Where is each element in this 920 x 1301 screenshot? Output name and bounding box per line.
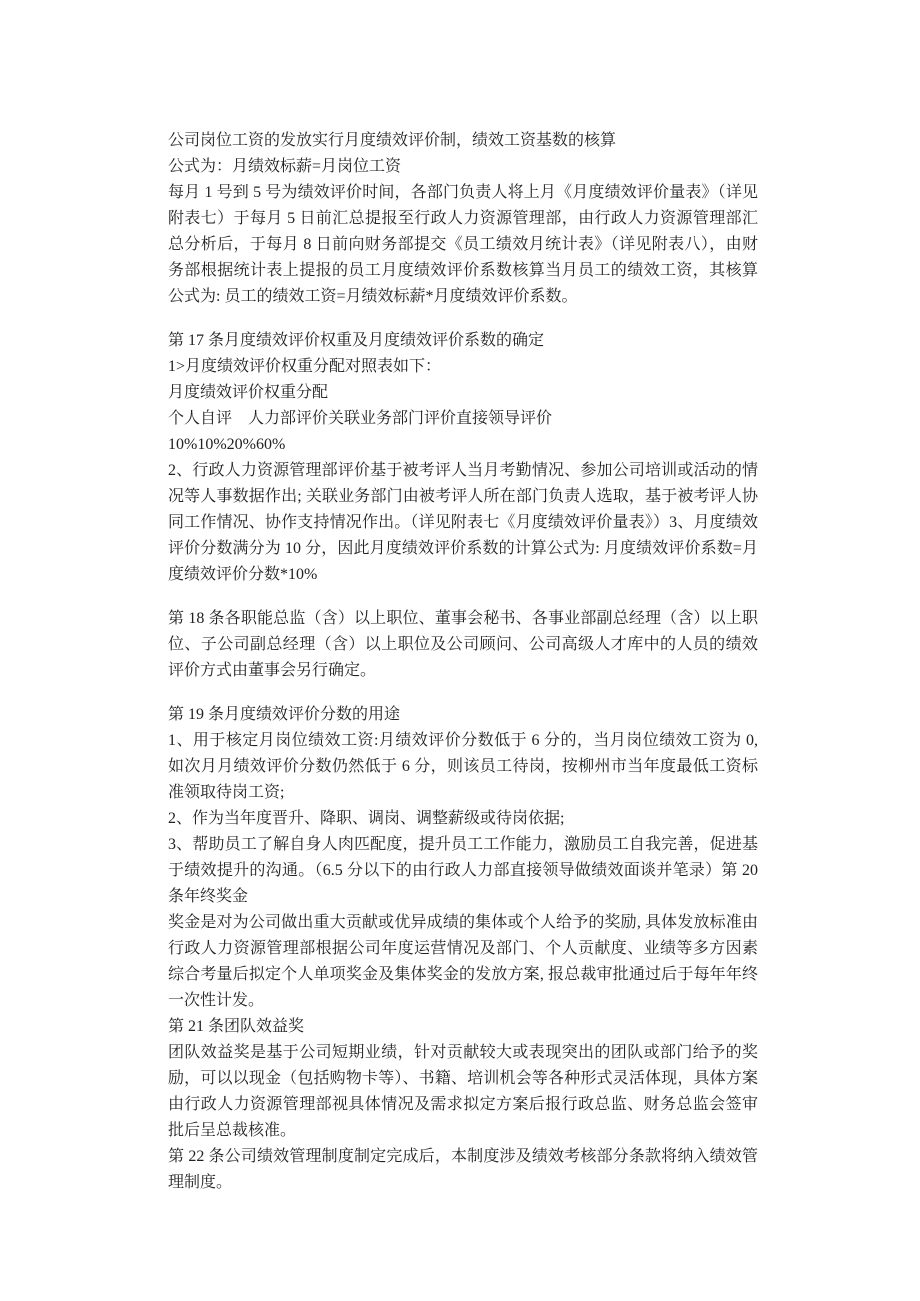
document-text-block (168, 128, 758, 1196)
para-score-use-item-3-article-20: 3、帮助员工了解自身人肉匹配度，提升员工工作能力，激励员工自我完善，促进基于绩效提升的沟通。（6.5 分以下的由行政人力部直接领导做绩效面谈并笔录）第 20 条年终奖金 (168, 836, 758, 905)
para-score-use-item-1: 1、用于核定月岗位绩效工资:月绩效评价分数低于 6 分的，当月岗位绩效工资为 0, 如次月月绩效评价分数仍然低于 6 分，则该员工待岗，按柳州市当年度最低工资标准领取待岗工资; (168, 732, 758, 801)
line-weight-table-lead-in: 1>月度绩效评价权重分配对照表如下： (168, 358, 442, 375)
para-annual-bonus: 奖金是对为公司做出重大贡献或优异成绩的集体或个人给予的奖励, 具体发放标准由行政人力资源管理部根据公司年度运营情况及部门、个人贡献度、业绩等多方因素综合考量后拟定个人单项奖金及集体奖金的发放方案, 报总裁审批通过后于每年年终一次性计发。 (168, 914, 758, 1009)
line-weight-table-values: 10%10%20%60% (168, 436, 286, 453)
line-weight-table-headers: 个人自评 人力部评价关联业务部门评价直接领导评价 (168, 410, 553, 427)
para-article-18-executives: 第 18 条各职能总监（含）以上职位、董事会秘书、各事业部副总经理（含）以上职位、子公司副总经理（含）以上职位及公司顾问、公司高级人才库中的人员的绩效评价方式由董事会另行确定。 (168, 610, 758, 679)
para-team-benefit-award: 团队效益奖是基于公司短期业绩，针对贡献较大或表现突出的团队或部门给予的奖励，可以以现金（包括购物卡等）、书籍、培训机会等各种形式灵活体现，具体方案由行政人力资源管理部视具体情况及需求拟定方案后报行政总监、财务总监会签审批后呈总裁核准。 (168, 1044, 758, 1139)
para-article-22-integration: 第 22 条公司绩效管理制度制定完成后，本制度涉及绩效考核部分条款将纳入绩效管理制度。 (168, 1148, 758, 1191)
para-monthly-evaluation-process: 每月 1 号到 5 号为绩效评价时间，各部门负责人将上月《月度绩效评价量表》（详见附表七）于每月 5 日前汇总提报至行政人力资源管理部，由行政人力资源管理部汇总分析后，于每月 8 日前向财务部提交《员工绩效月统计表》（详见附表八），由财务部根据统计表上提报的员工月度绩效评价系数核算当月员工的绩效工资，其核算公式为: 员工的绩效工资=月绩效标薪*月度绩效评价系数。 (168, 184, 758, 305)
para-score-use-item-2: 2、作为当年度晋升、降职、调岗、调整薪级或待岗依据; (168, 810, 565, 827)
para-evaluation-basis-coefficient: 2、行政人力资源管理部评价基于被考评人当月考勤情况、参加公司培训或活动的情况等人事数据作出; 关联业务部门由被考评人所在部门负责人选取，基于被考评人协同工作情况、协作支持情况作出。（详见附表七《月度绩效评价量表》）3、月度绩效评价分数满分为 10 分，因此月度绩效评价系数的计算公式为: 月度绩效评价系数=月度绩效评价分数*10% (168, 462, 758, 583)
line-formula-standard-salary: 公式为：月绩效标薪=月岗位工资 (168, 158, 402, 175)
heading-article-21: 第 21 条团队效益奖 (168, 1018, 305, 1035)
line-wage-policy-intro: 公司岗位工资的发放实行月度绩效评价制，绩效工资基数的核算 (168, 132, 617, 149)
heading-article-19: 第 19 条月度绩效评价分数的用途 (168, 706, 401, 723)
line-weight-table-title: 月度绩效评价权重分配 (168, 384, 329, 401)
heading-article-17: 第 17 条月度绩效评价权重及月度绩效评价系数的确定 (168, 332, 545, 349)
